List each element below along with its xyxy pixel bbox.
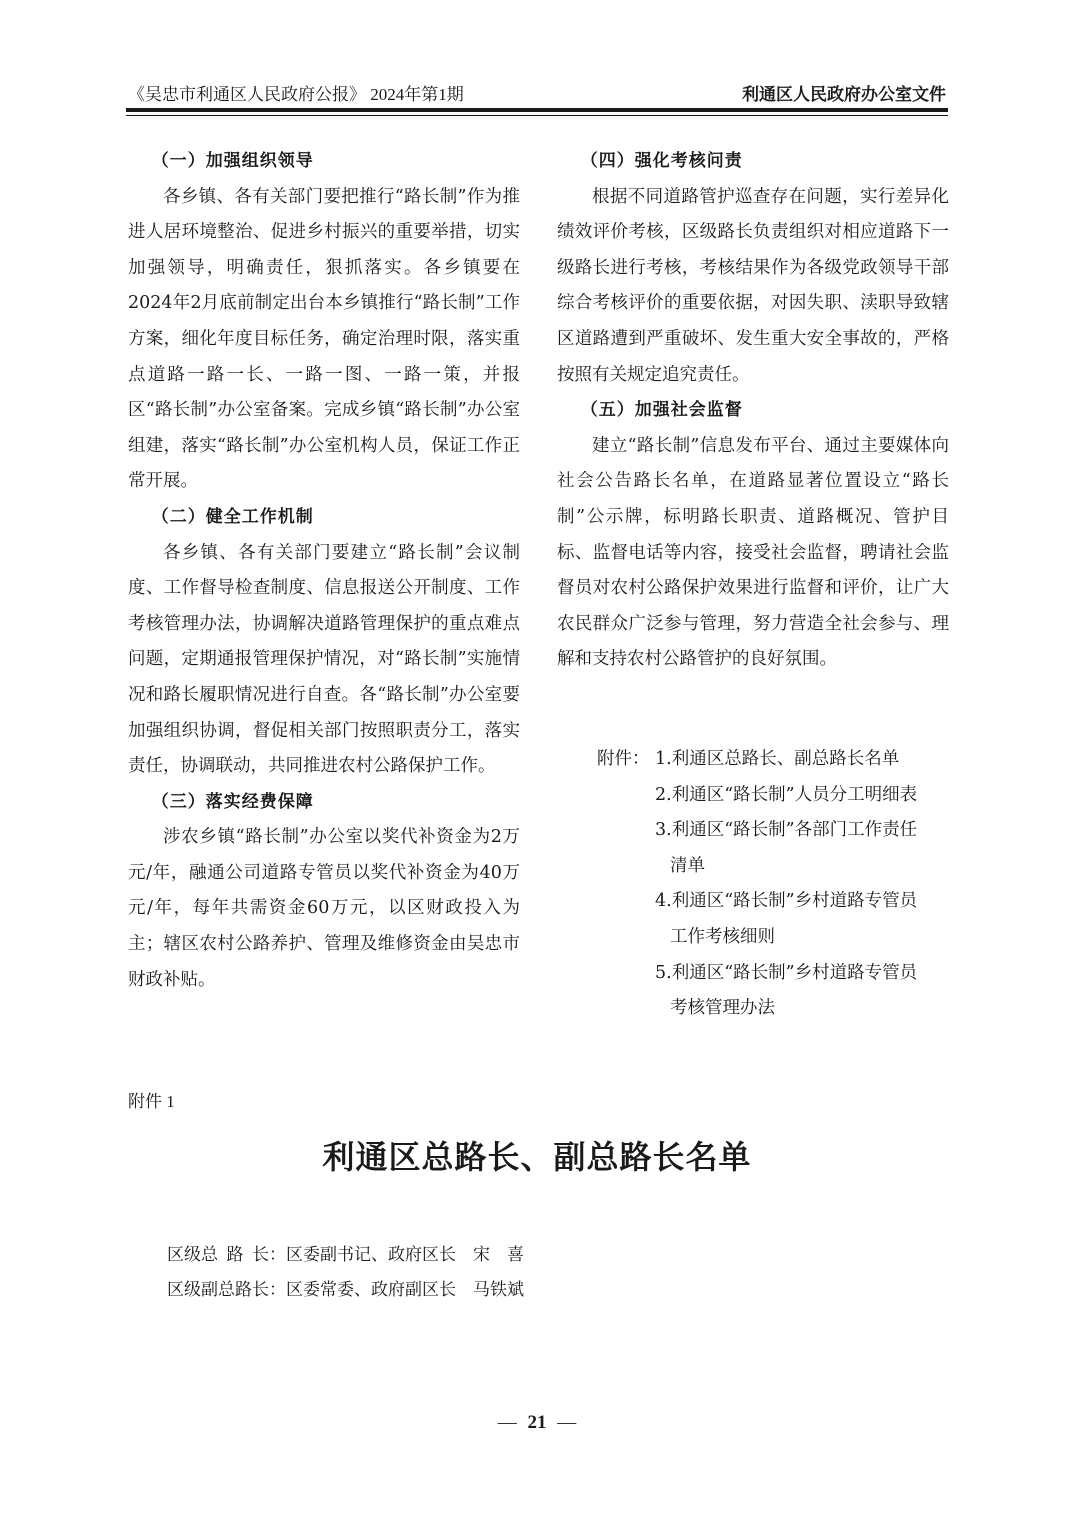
- attachment-item: [597, 742, 917, 778]
- appendix-label: 附件 1: [128, 1092, 175, 1111]
- attachment-item-text: 1.利通区总路长、副总路长名单: [655, 749, 900, 769]
- section-heading: （三）落实经费保障: [151, 791, 314, 812]
- footer-dash-right: —: [557, 1412, 577, 1433]
- issuer-title: 利通区人民政府办公室文件: [742, 85, 946, 105]
- section-paragraph: 各乡镇、各有关部门要建立“路长制”会议制度、工作督导检查制度、信息报送公开制度、工作考核管理办法，协调解决道路管理保护的重点难点问题，定期通报管理保护情况，对“路长制”实施情况和路长履职情况进行自查。各“路长制”办公室要加强组织协调，督促相关部门按照职责分工，落实责任，协调联动，共同推进农村公路保护工作。: [128, 542, 520, 777]
- footer-dash-left: —: [497, 1412, 517, 1433]
- section-heading: （二）健全工作机制: [151, 506, 314, 527]
- section-heading: （五）加强社会监督: [580, 400, 743, 421]
- section-paragraph: 各乡镇、各有关部门要把推行“路长制”作为推进人居环境整治、促进乡村振兴的重要举措，切实加强领导，明确责任，狠抓落实。各乡镇要在2024年2月底前制定出台本乡镇推行“路长制”工作方案，细化年度目标任务，确定治理时限，落实重点道路一路一长、一路一图、一路一策，并报区“路长制”办公室备案。完成乡镇“路长制”办公室组建，落实“路长制”办公室机构人员，保证工作正常开展。: [128, 186, 520, 492]
- attachment-item-text: 3.利通区“路长制”各部门工作责任: [655, 820, 918, 841]
- publication-title: 《吴忠市利通区人民政府公报》 2024年第1期: [128, 85, 464, 104]
- header-rule-thick: [126, 108, 948, 112]
- attachment-item: [597, 956, 917, 992]
- section-paragraph: 涉农乡镇“路长制”办公室以奖代补资金为2万元/年，融通公司道路专管员以奖代补资金为40万元/年，每年共需资金60万元，以区财政投入为主；辖区农村公路养护、管理及维修资金由吴忠市财政补贴。: [128, 827, 520, 990]
- section-heading: （四）强化考核问责: [580, 151, 743, 171]
- attachment-label: 附件：: [597, 749, 650, 769]
- attachment-item-continuation: 考核管理办法: [670, 998, 775, 1019]
- attachment-item: [597, 813, 917, 849]
- page-number: 21: [527, 1412, 547, 1433]
- attachment-item-continuation: 工作考核细则: [670, 926, 775, 947]
- page-footer: [0, 1412, 1074, 1434]
- header-rule-thin: [126, 115, 948, 116]
- left-column: [128, 144, 520, 998]
- attachment-item: [597, 778, 917, 814]
- attachment-item-continuation: 清单: [670, 855, 705, 876]
- section-paragraph: 根据不同道路管护巡查存在问题，实行差异化绩效评价考核，区级路长负责组织对相应道路下一级路长进行考核，考核结果作为各级党政领导干部综合考核评价的重要依据，对因失职、渎职导致辖区道路遭到严重破坏、发生重大安全事故的，严格按照有关规定追究责任。: [557, 186, 949, 385]
- attachment-list: [597, 742, 917, 1027]
- attachment-item-text: 5.利通区“路长制”乡村道路专管员: [655, 962, 918, 983]
- section-paragraph: 建立“路长制”信息发布平台、通过主要媒体向社会公告路长名单，在道路显著位置设立“路长制”公示牌，标明路长职责、道路概况、管护目标、监督电话等内容，接受社会监督，聘请社会监督员对农村公路保护效果进行监督和评价，让广大农民群众广泛参与管理，努力营造全社会参与、理解和支持农村公路管护的良好氛围。: [557, 435, 949, 670]
- attachment-item: [597, 884, 917, 920]
- appendix-line: 区级副总路长：区委常委、政府副区长 马铁斌: [167, 1280, 524, 1299]
- appendix-title: 利通区总路长、副总路长名单: [322, 1138, 752, 1176]
- attachment-item-text: 4.利通区“路长制”乡村道路专管员: [655, 891, 918, 912]
- right-column: [557, 144, 949, 678]
- section-heading: （一）加强组织领导: [151, 151, 314, 171]
- appendix-line: 区级总 路 长：区委副书记、政府区长 宋 喜: [167, 1245, 524, 1264]
- attachment-item-text: 2.利通区“路长制”人员分工明细表: [655, 784, 918, 805]
